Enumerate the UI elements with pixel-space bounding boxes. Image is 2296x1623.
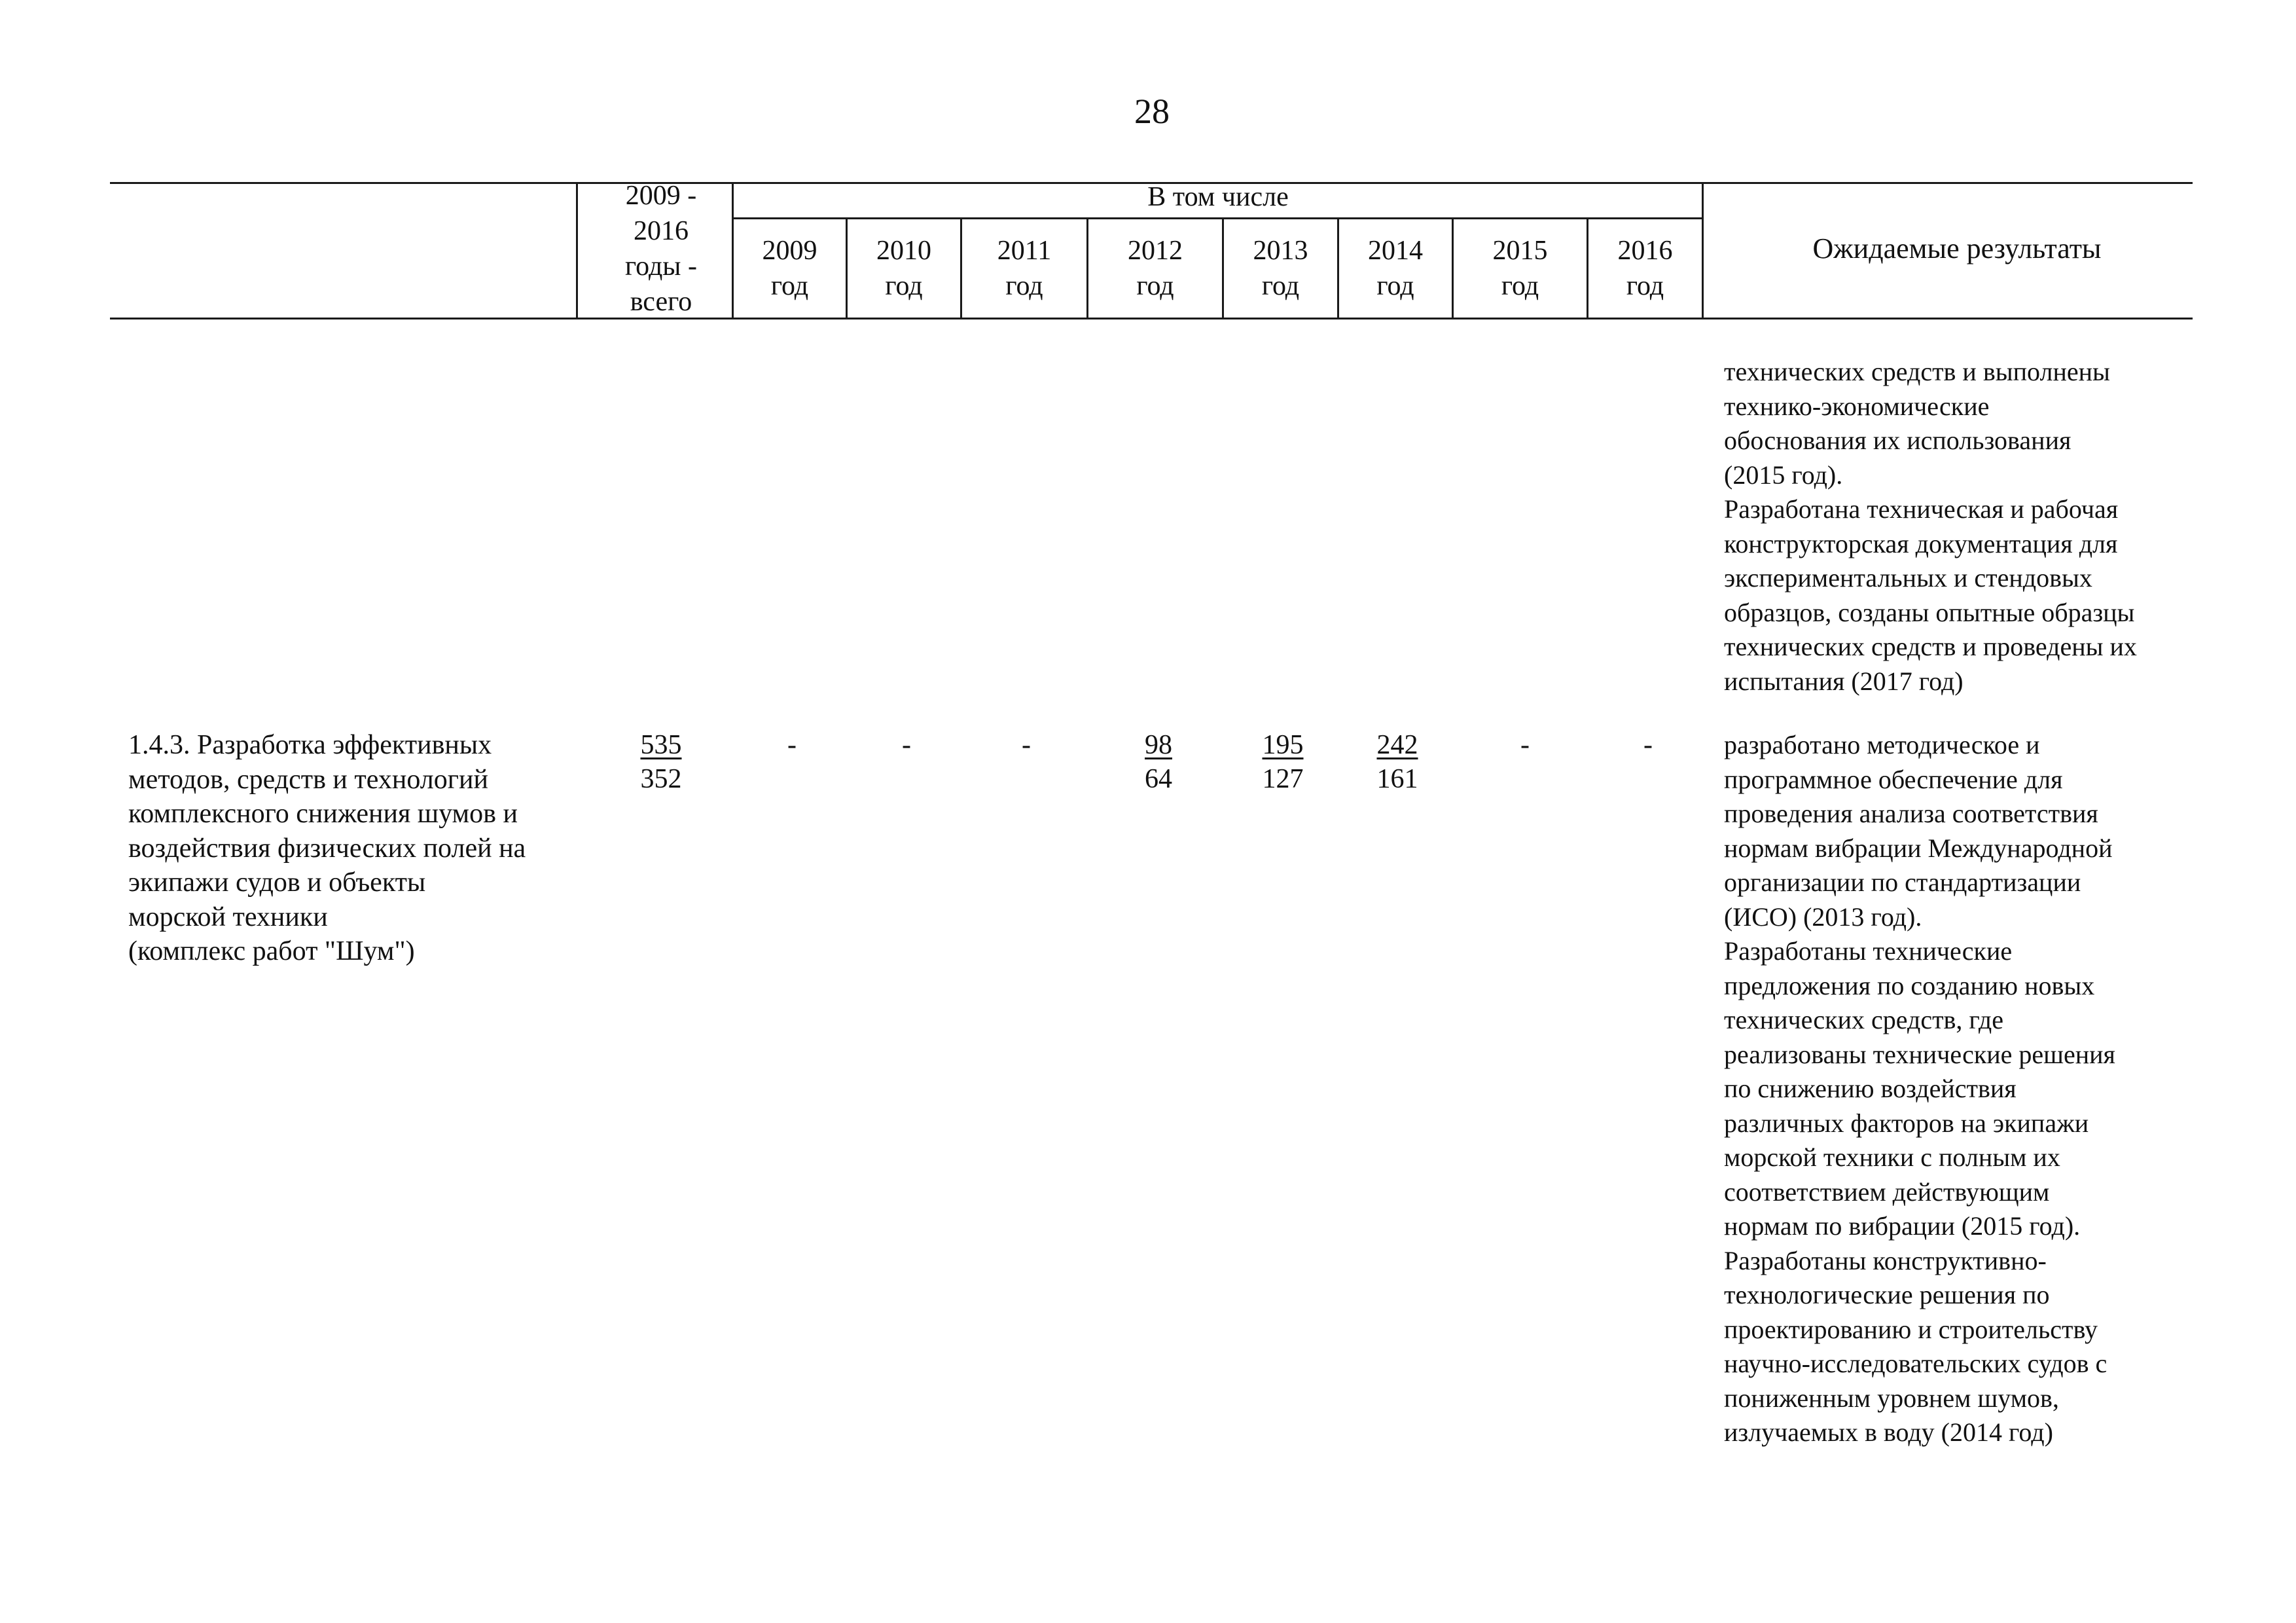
cell-total: [615, 728, 707, 796]
text-line: соответствием действующим: [1724, 1176, 2050, 1207]
value-top: 535: [640, 730, 682, 760]
text-line: нормам по вибрации (2015 год).: [1724, 1211, 2081, 1241]
header-year-2013: [1224, 233, 1337, 304]
text-line: экипажи судов и объекты: [128, 867, 426, 898]
value-bottom: 161: [1376, 764, 1418, 794]
text-line: морской техники: [128, 902, 328, 932]
continued-results-text: [1724, 355, 2221, 699]
text-line: технических средств и выполнены: [1724, 357, 2110, 386]
year-label: 2014: [1368, 236, 1423, 266]
text-line: испытания (2017 год): [1724, 666, 1964, 696]
header-total-line: 2009 -: [625, 181, 697, 211]
cell-2010: -: [902, 730, 911, 760]
text-line: научно-исследовательских судов с: [1724, 1349, 2108, 1378]
value-bottom: 352: [640, 764, 682, 794]
header-year-2010: [848, 233, 960, 304]
text-line: образцов, созданы опытные образцы: [1724, 597, 2135, 627]
year-unit: год: [885, 271, 923, 301]
header-total-line: 2016: [634, 216, 689, 246]
text-line: комплексного снижения шумов и: [128, 799, 518, 829]
text-line: Разработаны конструктивно-: [1724, 1245, 2047, 1275]
year-label: 2011: [997, 236, 1052, 266]
text-line: программное обеспечение для: [1724, 764, 2063, 794]
cell-2011: -: [1022, 730, 1031, 760]
header-year-2009: [734, 233, 846, 304]
header-bottom-rule: [110, 318, 2193, 319]
text-line: Разработаны технические: [1724, 936, 2013, 966]
text-line: нормам вибрации Международной: [1724, 833, 2113, 863]
year-label: 2016: [1617, 236, 1673, 266]
text-line: технико-экономические: [1724, 391, 1990, 421]
row-name: [128, 728, 586, 969]
header-total-label: [583, 178, 740, 319]
text-line: предложения по созданию новых: [1724, 970, 2095, 1000]
cell-2009: -: [787, 730, 797, 760]
value-top: 195: [1262, 730, 1304, 760]
text-line: реализованы технические решения: [1724, 1039, 2115, 1069]
text-line: излучаемых в воду (2014 год): [1724, 1417, 2053, 1447]
text-line: морской техники с полным их: [1724, 1142, 2060, 1172]
header-including-label: В том числе: [1147, 182, 1289, 212]
value-top: 98: [1145, 730, 1172, 760]
year-label: 2012: [1128, 236, 1183, 266]
text-line: обоснования их использования: [1724, 426, 2072, 455]
year-label: 2015: [1492, 236, 1548, 266]
row-results-text: [1724, 728, 2221, 1450]
year-unit: год: [1136, 271, 1174, 301]
text-line: Разработана техническая и рабочая: [1724, 494, 2119, 524]
year-unit: год: [1376, 271, 1414, 301]
header-year-2015: [1454, 233, 1587, 304]
year-unit: год: [1626, 271, 1664, 301]
year-unit: год: [1005, 271, 1043, 301]
divider-name-total: [576, 182, 578, 319]
header-year-2011: [962, 233, 1086, 304]
year-label: 2013: [1253, 236, 1308, 266]
text-line: экспериментальных и стендовых: [1724, 563, 2092, 593]
text-line: пониженным уровнем шумов,: [1724, 1383, 2059, 1413]
text-line: технических средств, где: [1724, 1005, 2003, 1034]
header-total-line: годы -: [624, 251, 698, 282]
text-line: по снижению воздействия: [1724, 1074, 2017, 1103]
cell-2015: -: [1520, 730, 1530, 760]
page-number: 28: [1134, 92, 1170, 131]
text-line: воздействия физических полей на: [128, 833, 526, 864]
year-unit: год: [1261, 271, 1300, 301]
header-year-2014: [1339, 233, 1452, 304]
text-line: конструкторская документация для: [1724, 528, 2118, 558]
text-line: 1.4.3. Разработка эффективных: [128, 730, 492, 760]
cell-2016: -: [1643, 730, 1653, 760]
value-bottom: 127: [1262, 764, 1304, 794]
text-line: технологические решения по: [1724, 1280, 2050, 1309]
cell-2013: [1244, 728, 1322, 796]
header-year-2012: [1088, 233, 1222, 304]
text-line: различных факторов на экипажи: [1724, 1108, 2089, 1138]
year-label: 2010: [876, 236, 931, 266]
header-results-label: Ожидаемые результаты: [1812, 232, 2102, 264]
text-line: технических средств и проведены их: [1724, 632, 2137, 661]
header-total-line: всего: [630, 287, 692, 317]
year-unit: год: [770, 271, 809, 301]
year-unit: год: [1501, 271, 1539, 301]
cell-2012: [1126, 728, 1191, 796]
including-underline: [733, 217, 1703, 219]
text-line: разработано методическое и: [1724, 730, 2040, 759]
header-year-2016: [1588, 233, 1702, 304]
value-bottom: 64: [1145, 764, 1172, 794]
text-line: проведения анализа соответствия: [1724, 799, 2098, 828]
text-line: проектированию и строительству: [1724, 1314, 2098, 1344]
year-label: 2009: [762, 236, 817, 266]
text-line: (комплекс работ "Шум"): [128, 936, 415, 966]
value-top: 242: [1376, 730, 1418, 760]
text-line: методов, средств и технологий: [128, 764, 488, 795]
text-line: (ИСО) (2013 год).: [1724, 902, 1922, 932]
text-line: (2015 год).: [1724, 460, 1843, 490]
cell-2014: [1358, 728, 1437, 796]
text-line: организации по стандартизации: [1724, 867, 2081, 897]
